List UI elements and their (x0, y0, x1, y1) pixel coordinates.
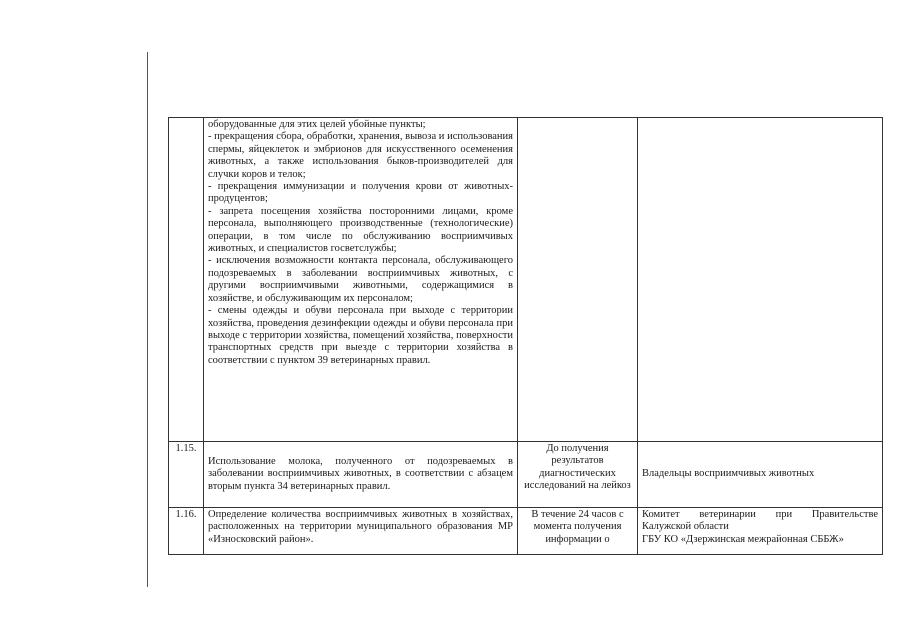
deadline-text: В течение 24 часов с момента получения информации о (531, 509, 624, 545)
deadline-cell: До получения результатов диагностических исследований на лейкоз (518, 442, 638, 508)
responsible-line: ГБУ КО «Дзержинская межрайонная СББЖ» (642, 533, 844, 545)
measure-paragraph: - запрета посещения хозяйства посторонними лицами, кроме персонала, выполняющего производственные (технологические) операции, в том числе по обслуживанию восприимчивых животных, и специалистов госветслужбы; (208, 205, 513, 255)
row-number (169, 118, 204, 442)
measure-paragraph: - прекращения сбора, обработки, хранения, вывоза и использования спермы, яйцеклеток и эмбрионов для искусственного осеменения животных, а также использования быков-производителей для случки коров и телок; (208, 131, 513, 180)
margin-line (147, 52, 148, 587)
table-row (169, 442, 883, 508)
measures-table (168, 117, 883, 555)
measure-paragraph: - исключения возможности контакта персонала, обслуживающего подозреваемых в заболевании восприимчивых животных, с другими восприимчивыми животными, содержащимися в хозяйстве, и обслуживающим их персоналом; (208, 255, 513, 304)
table-row (169, 508, 883, 555)
responsible-cell (638, 442, 883, 508)
measure-paragraph: - прекращения иммунизации и получения крови от животных-продуцентов; (208, 181, 513, 205)
measure-cell (204, 118, 518, 442)
measure-paragraph: - смены одежды и обуви персонала при выходе с территории хозяйства, проведения дезинфекции одежды и обуви персонала при выходе с территории хозяйства, помещений хозяйства, поверхности транспортных средств при выезде с территории хозяйства в соответствии с пунктом 39 ветеринарных правил. (208, 305, 513, 366)
table-row (169, 118, 883, 442)
measure-cell (204, 508, 518, 555)
row-number: 1.15. (169, 442, 204, 508)
measure-cell (204, 442, 518, 508)
measure-paragraph: оборудованные для этих целей убойные пункты; (208, 119, 426, 130)
measure-paragraph: Определение количества восприимчивых животных в хозяйствах, расположенных на территории муниципального образования МР «Износковский район». (208, 509, 513, 545)
responsible-line: Владельцы восприимчивых животных (642, 468, 815, 480)
measure-paragraph: Использование молока, полученного от подозреваемых в заболевании восприимчивых животных, в соответствии с абзацем вторым пункта 34 ветеринарных правил. (208, 455, 513, 492)
deadline-cell (518, 508, 638, 555)
responsible-line: Комитет ветеринарии при Правительстве Калужской области (642, 509, 878, 533)
row-number: 1.16. (169, 508, 204, 555)
deadline-cell (518, 118, 638, 442)
responsible-cell (638, 118, 883, 442)
responsible-cell (638, 508, 883, 555)
